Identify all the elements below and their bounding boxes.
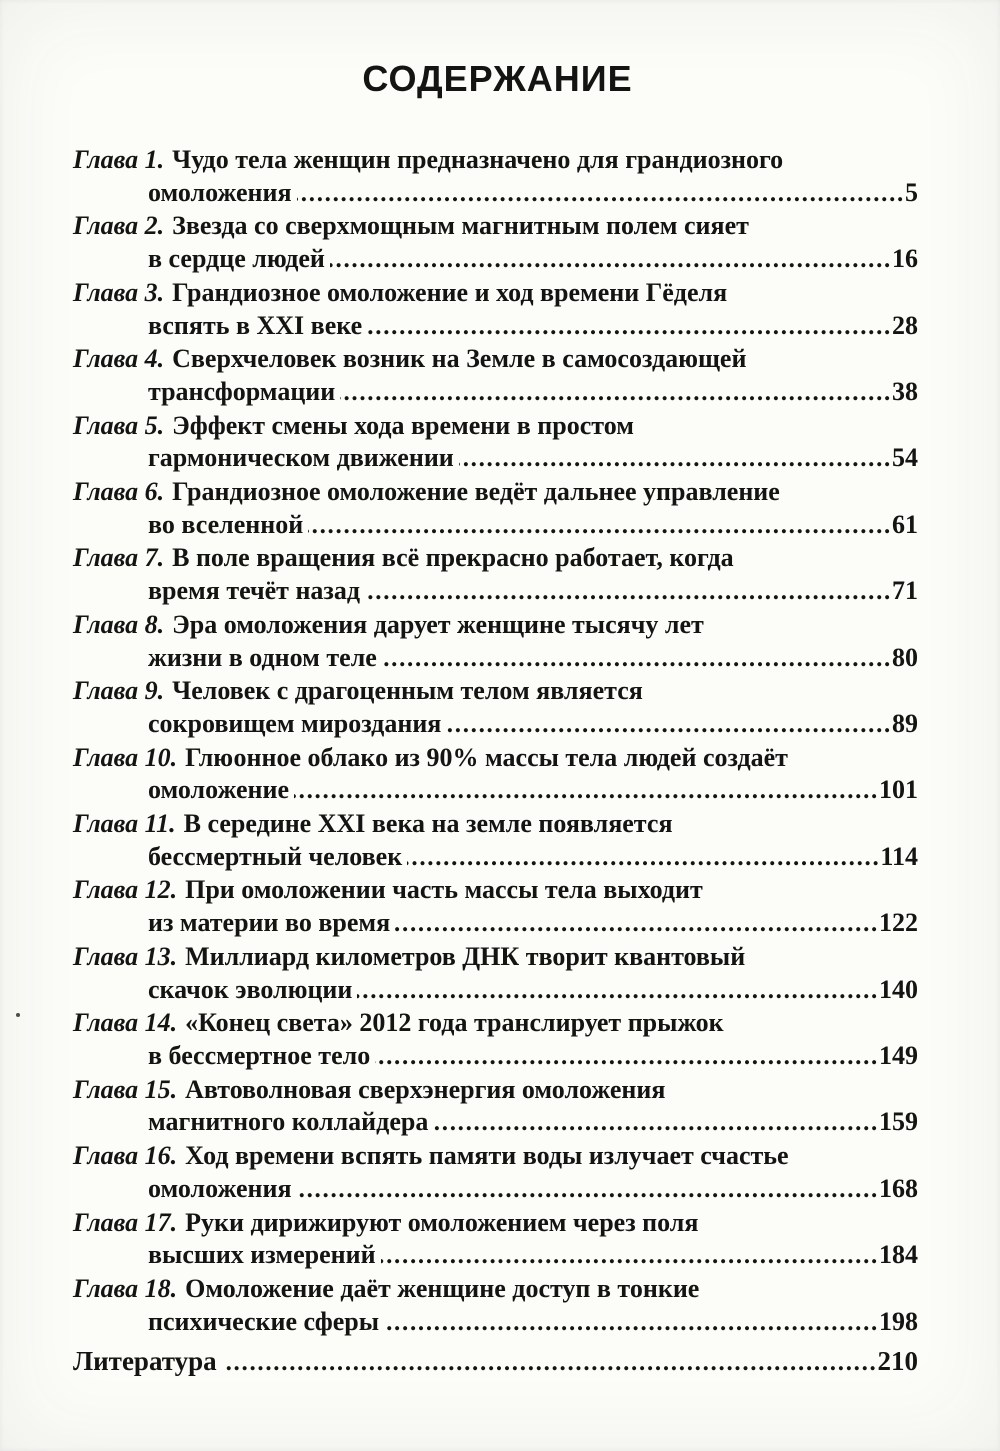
page-title: СОДЕРЖАНИЕ: [362, 58, 633, 99]
toc-entry: [73, 742, 918, 808]
toc-entry-line1: [73, 742, 918, 775]
toc-entry-line1: [73, 941, 918, 974]
literature-label: Литература: [73, 1346, 217, 1376]
dot-leader: [395, 907, 879, 941]
toc-entry-line1: [73, 210, 918, 243]
chapter-label: Глава 7.: [73, 543, 165, 573]
toc-entry-line1: [73, 476, 918, 509]
toc-entry: [73, 874, 918, 940]
chapter-title-line1: Человек с драгоценным телом является: [172, 676, 643, 706]
toc-entry-line2: [73, 1239, 918, 1273]
dot-leader: [382, 642, 892, 676]
chapter-title-line2: магнитного коллайдера: [148, 1107, 429, 1137]
toc-entry: [73, 609, 918, 675]
toc-entry: [73, 542, 918, 608]
toc-entry-line1: [73, 1007, 918, 1040]
chapter-title-line1: Руки дирижируют омоложением через поля: [185, 1207, 699, 1237]
toc-entry-line1: [73, 609, 918, 642]
toc-entry-line2: [73, 1106, 918, 1140]
toc-entry-line1: [73, 410, 918, 443]
chapter-page-number: 71: [892, 576, 918, 606]
toc-entry: [73, 808, 918, 874]
chapter-title-line1: Глюонное облако из 90% массы тела людей создаёт: [185, 742, 788, 772]
literature-entry: [73, 1344, 918, 1380]
chapter-title-line2: гармоническом движении: [148, 443, 454, 473]
chapter-title-line2: в бессмертное тело: [148, 1040, 371, 1070]
chapter-page-number: 168: [879, 1173, 918, 1203]
chapter-page-number: 89: [892, 708, 918, 738]
chapter-label: Глава 6.: [73, 477, 165, 507]
chapter-title-line1: В середине XXI века на земле появляется: [183, 809, 673, 839]
chapter-label: Глава 10.: [73, 742, 178, 772]
toc-entry-line2: [73, 310, 918, 344]
dot-leader: [381, 1239, 879, 1273]
chapter-page-number: 122: [879, 908, 918, 938]
dot-leader: [308, 509, 892, 543]
chapter-page-number: 184: [879, 1240, 918, 1270]
dot-leader: [367, 310, 892, 344]
chapter-page-number: 114: [880, 841, 918, 871]
chapter-title-line2: жизни в одном теле: [148, 642, 377, 672]
table-of-contents: [73, 144, 918, 1339]
toc-entry: [73, 1007, 918, 1073]
toc-entry-line1: [73, 1207, 918, 1240]
dot-leader: [446, 708, 892, 742]
chapter-title-line2: омоложения: [148, 1173, 292, 1203]
toc-entry-line2: [73, 442, 918, 476]
toc-entry: [73, 1074, 918, 1140]
chapter-page-number: 149: [879, 1040, 918, 1070]
chapter-title-line2: во вселенной: [148, 509, 304, 539]
dot-leader: [294, 774, 879, 808]
scan-speck-artifact: [16, 1013, 20, 1017]
chapter-label: Глава 17.: [73, 1207, 178, 1237]
toc-entry-line1: [73, 144, 918, 177]
chapter-label: Глава 13.: [73, 941, 178, 971]
toc-entry-line2: [73, 708, 918, 742]
toc-entry-line2: [73, 974, 918, 1008]
toc-entry-line1: [73, 675, 918, 708]
chapter-title-line2: психические сферы: [148, 1306, 380, 1336]
chapter-title-line1: Эффект смены хода времени в простом: [172, 410, 634, 440]
chapter-title-line2: сокровищем мироздания: [148, 708, 442, 738]
dot-leader: [340, 376, 892, 410]
chapter-title-line1: Грандиозное омоложение и ход времени Гёделя: [172, 277, 728, 307]
chapter-title-line2: скачок эволюции: [148, 974, 353, 1004]
chapter-page-number: 198: [879, 1306, 918, 1336]
toc-entry-line1: [73, 1074, 918, 1107]
toc-entry-line2: [73, 907, 918, 941]
chapter-title-line2: трансформации: [148, 376, 336, 406]
toc-entry: [73, 210, 918, 276]
chapter-title-line2: в сердце людей: [148, 244, 325, 274]
toc-entry-line1: [73, 808, 918, 841]
toc-entry-line2: [73, 243, 918, 277]
chapter-title-line1: Миллиард километров ДНК творит квантовый: [185, 941, 746, 971]
dot-leader: [297, 1173, 879, 1207]
chapter-label: Глава 11.: [73, 809, 176, 839]
chapter-page-number: 101: [879, 775, 918, 805]
chapter-title-line2: омоложение: [148, 775, 290, 805]
chapter-title-line1: Сверхчеловек возник на Земле в самосоздающей: [172, 344, 747, 374]
chapter-title-line1: Автоволновая сверхэнергия омоложения: [185, 1074, 666, 1104]
chapter-page-number: 159: [879, 1107, 918, 1137]
chapter-label: Глава 12.: [73, 875, 178, 905]
toc-entry: [73, 476, 918, 542]
toc-entry-line1: [73, 1273, 918, 1306]
chapter-title-line2: время течёт назад: [148, 576, 361, 606]
chapter-page-number: 61: [892, 509, 918, 539]
toc-entry: [73, 410, 918, 476]
chapter-title-line2: высших измерений: [148, 1240, 376, 1270]
toc-entry: [73, 941, 918, 1007]
chapter-page-number: 140: [879, 974, 918, 1004]
dot-leader: [357, 974, 879, 1008]
toc-entry-line1: [73, 343, 918, 376]
toc-entry-line1: [73, 1140, 918, 1173]
toc-entry: [73, 343, 918, 409]
chapter-title-line1: В поле вращения всё прекрасно работает, когда: [172, 543, 734, 573]
chapter-title-line1: Ход времени вспять памяти воды излучает счастье: [185, 1141, 789, 1171]
chapter-title-line1: При омоложении часть массы тела выходит: [185, 875, 703, 905]
toc-entry-line2: [73, 774, 918, 808]
toc-entry-line2: [73, 1040, 918, 1074]
toc-entry: [73, 277, 918, 343]
chapter-page-number: 38: [892, 376, 918, 406]
dot-leader: [225, 1344, 878, 1380]
chapter-title-line2: вспять в XXI веке: [148, 310, 363, 340]
chapter-label: Глава 3.: [73, 277, 165, 307]
chapter-title-line1: Грандиозное омоложение ведёт дальнее управление: [172, 477, 780, 507]
chapter-title-line1: «Конец света» 2012 года транслирует прыжок: [185, 1008, 724, 1038]
chapter-page-number: 5: [905, 177, 918, 207]
chapter-label: Глава 16.: [73, 1141, 178, 1171]
chapter-page-number: 54: [892, 443, 918, 473]
chapter-label: Глава 14.: [73, 1008, 178, 1038]
toc-entry-line1: [73, 874, 918, 907]
toc-entry-line2: [73, 376, 918, 410]
dot-leader: [375, 1040, 879, 1074]
chapter-page-number: 80: [892, 642, 918, 672]
chapter-label: Глава 2.: [73, 211, 165, 241]
toc-entry-line1: [73, 542, 918, 575]
dot-leader: [330, 243, 892, 277]
toc-entry-line2: [73, 1173, 918, 1207]
toc-entry: [73, 1207, 918, 1273]
chapter-title-line1: Чудо тела женщин предназначено для грандиозного: [172, 145, 784, 174]
toc-entry: [73, 144, 918, 210]
toc-entry: [73, 675, 918, 741]
chapter-title-line2: бессмертный человек: [148, 841, 403, 871]
chapter-label: Глава 9.: [73, 676, 165, 706]
chapter-page-number: 16: [892, 244, 918, 274]
toc-entry: [73, 1140, 918, 1206]
chapter-title-line1: Звезда со сверхмощным магнитным полем сияет: [172, 211, 749, 241]
chapter-title-line1: Эра омоложения дарует женщине тысячу лет: [172, 609, 704, 639]
dot-leader: [433, 1106, 879, 1140]
toc-entry-line1: [73, 277, 918, 310]
toc-entry: [73, 1273, 918, 1339]
chapter-title-line2: омоложения: [148, 177, 292, 207]
literature-page-number: 210: [877, 1346, 918, 1376]
chapter-label: Глава 18.: [73, 1273, 178, 1303]
chapter-page-number: 28: [892, 310, 918, 340]
dot-leader: [384, 1306, 879, 1340]
toc-entry-line2: [73, 841, 918, 875]
toc-entry-line2: [73, 575, 918, 609]
dot-leader: [297, 177, 905, 211]
chapter-title-line1: Омоложение даёт женщине доступ в тонкие: [185, 1273, 700, 1303]
chapter-title-line2: из материи во время: [148, 908, 391, 938]
chapter-label: Глава 8.: [73, 609, 165, 639]
toc-entry-line2: [73, 177, 918, 211]
dot-leader: [365, 575, 892, 609]
toc-entry-line2: [73, 509, 918, 543]
chapter-label: Глава 4.: [73, 344, 165, 374]
dot-leader: [459, 442, 892, 476]
toc-entry-line2: [73, 1306, 918, 1340]
dot-leader: [407, 841, 880, 875]
chapter-label: Глава 1.: [73, 145, 165, 174]
chapter-label: Глава 5.: [73, 410, 165, 440]
chapter-label: Глава 15.: [73, 1074, 178, 1104]
toc-entry-line2: [73, 642, 918, 676]
